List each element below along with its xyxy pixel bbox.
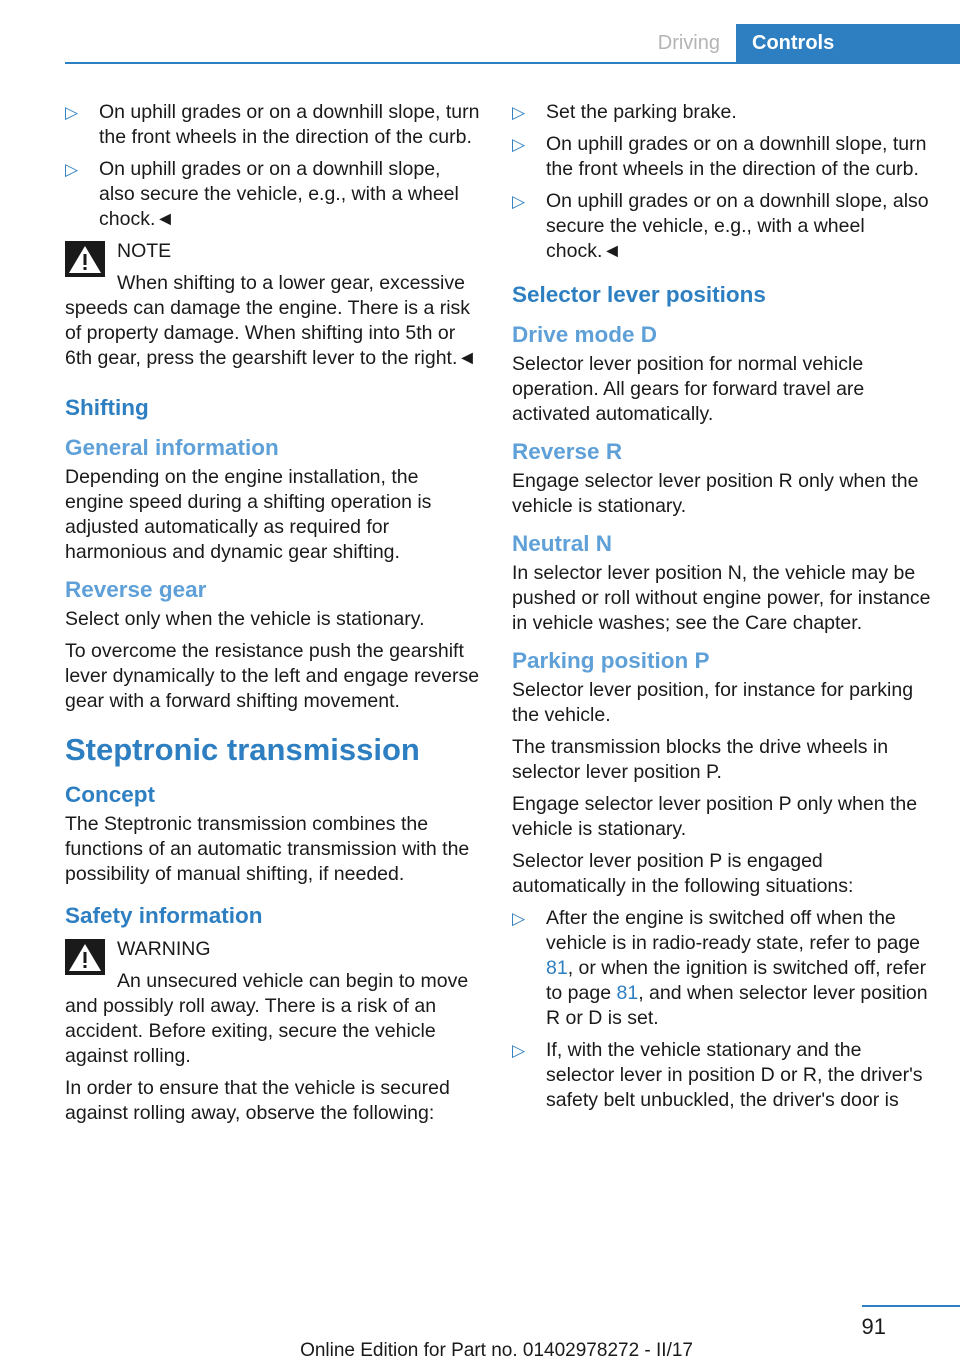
page-header	[65, 24, 960, 64]
auto-engage-list	[512, 906, 932, 1113]
heading-steptronic-transmission: Steptronic transmission	[65, 732, 420, 767]
triangle-bullet-icon: ▷	[65, 103, 79, 122]
observe-text: In order to ensure that the vehicle is secured against rolling away, observe the following:	[65, 1077, 450, 1124]
concept-text: The Steptronic transmission combines the functions of an automatic transmission with the possibility of manual shifting, if needed.	[65, 813, 470, 885]
right-column	[512, 100, 932, 1120]
parking-text-2: The transmission blocks the drive wheels in selector lever position P.	[512, 736, 889, 783]
triangle-bullet-icon: ▷	[512, 103, 526, 122]
edition-text: Online Edition for Part no. 01402978272 - II/17	[300, 1340, 693, 1361]
left-column	[65, 100, 480, 1133]
list-item: ▷ On uphill grades or on a downhill slope, also secure the vehicle, e.g., with a wheel chock.◄	[512, 190, 929, 262]
reverse-gear-text-2: To overcome the resistance push the gearshift lever dynamically to the left and engage reverse gear with a forward shifting movement.	[65, 640, 480, 712]
reverse-r-text: Engage selector lever position R only when the vehicle is stationary.	[512, 470, 919, 517]
triangle-bullet-icon: ▷	[512, 192, 526, 211]
footer-divider	[862, 1305, 960, 1307]
heading-concept: Concept	[65, 782, 155, 807]
heading-parking-position-p: Parking position P	[512, 648, 710, 673]
page-link-81[interactable]: 81	[546, 957, 568, 979]
heading-selector-lever-positions: Selector lever positions	[512, 282, 766, 307]
header-section-driving[interactable]: Driving	[657, 32, 720, 54]
warning-block	[65, 937, 480, 1069]
neutral-n-text: In selector lever position N, the vehicle may be pushed or roll without engine power, for instance in vehicle washes; see the Care chapter.	[512, 562, 931, 634]
warning-label: WARNING	[117, 938, 211, 960]
parking-text-4: Selector lever position P is engaged automatically in the following situations:	[512, 850, 854, 897]
note-text: When shifting to a lower gear, excessive speeds can damage the engine. There is a risk of property damage. When shifting into 5th or 6th gear, press the gearshift lever to the right.◄	[65, 272, 477, 369]
triangle-bullet-icon: ▷	[512, 909, 526, 928]
drive-mode-text: Selector lever position for normal vehicle operation. All gears for forward travel are activated automatically.	[512, 353, 865, 425]
heading-reverse-r: Reverse R	[512, 439, 623, 464]
page-link-81[interactable]: 81	[616, 982, 639, 1004]
warning-text: An unsecured vehicle can begin to move and possibly roll away. There is a risk of an accident. Before exiting, secure the vehicle against rolling.	[65, 970, 469, 1067]
reverse-gear-text-1: Select only when the vehicle is stationary.	[65, 608, 425, 630]
parking-text-3: Engage selector lever position P only when the vehicle is stationary.	[512, 793, 918, 840]
parking-text-1: Selector lever position, for instance for parking the vehicle.	[512, 679, 914, 726]
heading-safety-information: Safety information	[65, 903, 263, 928]
general-information-text: Depending on the engine installation, the engine speed during a shifting operation is adjusted automatically as required for harmonious and dynamic gear shifting.	[65, 466, 432, 563]
heading-neutral-n: Neutral N	[512, 531, 613, 556]
list-item: ▷ On uphill grades or on a downhill slope, turn the front wheels in the direction of the curb.	[512, 133, 927, 180]
heading-general-information: General information	[65, 435, 279, 460]
triangle-bullet-icon: ▷	[512, 135, 526, 154]
list-item: ▷ On uphill grades or on a downhill slope, also secure the vehicle, e.g., with a wheel chock.◄	[65, 158, 459, 230]
list-item: ▷ After the engine is switched off when the vehicle is in radio-ready state, refer to page 81, or when the ignition is switched off, refer to page 81, and when selector lever position R or D is set.	[512, 907, 928, 1029]
heading-reverse-gear: Reverse gear	[65, 577, 207, 602]
warning-triangle-icon	[65, 241, 105, 277]
heading-shifting: Shifting	[65, 395, 149, 420]
triangle-bullet-icon: ▷	[512, 1041, 526, 1060]
note-block	[65, 239, 480, 371]
triangle-bullet-icon: ▷	[65, 160, 79, 179]
right-bullet-list	[512, 100, 932, 264]
heading-drive-mode-d: Drive mode D	[512, 322, 658, 347]
page-number: 91	[861, 1314, 886, 1339]
list-item: ▷ Set the parking brake.	[512, 101, 737, 123]
header-chapter-controls[interactable]: Controls	[736, 24, 960, 62]
left-bullet-list	[65, 100, 480, 232]
list-item: ▷ On uphill grades or on a downhill slope, turn the front wheels in the direction of the curb.	[65, 101, 480, 148]
list-item: ▷ If, with the vehicle stationary and the selector lever in position D or R, the driver's safety belt unbuckled, the driver's door is	[512, 1039, 923, 1111]
note-label: NOTE	[117, 240, 172, 262]
warning-triangle-icon	[65, 939, 105, 975]
